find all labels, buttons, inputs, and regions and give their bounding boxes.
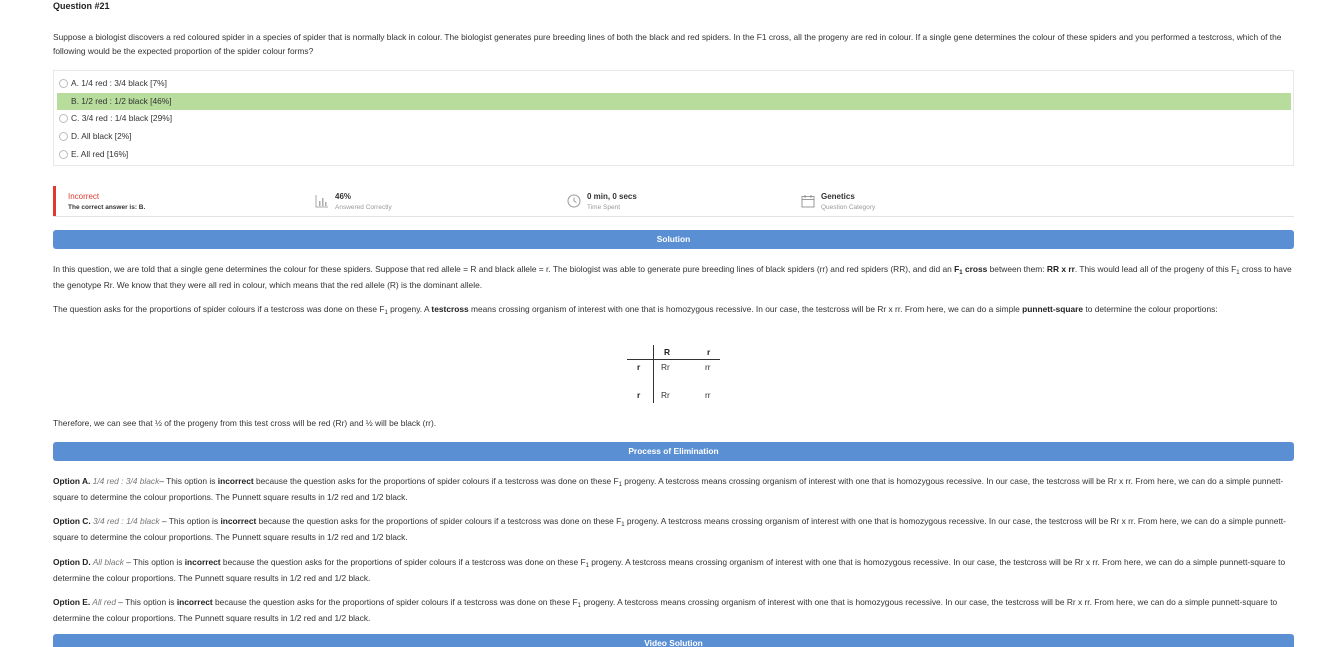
correct-answer-text: The correct answer is: B.: [68, 204, 146, 211]
bar-chart-icon: [315, 194, 329, 208]
percent-label: Answered Correctly: [335, 204, 392, 211]
solution-paragraph-2: The question asks for the proportions of spider colours if a testcross was done on these $F_1$ progeny. A testcross means crossing organism of interest with one that is homozygous recessive. In our case, the testcross will be Rr x rr. From here, we can do a simple punnett-square to determine the colour proportions:: [53, 304, 1218, 316]
percent-stat: [315, 191, 392, 213]
option-d[interactable]: [57, 128, 1291, 145]
option-label: D. All black [2%]: [71, 131, 132, 142]
punnett-vertical-line: [653, 345, 654, 403]
punnett-col-header: r: [707, 347, 711, 357]
option-a[interactable]: [57, 75, 1291, 92]
option-e[interactable]: [57, 146, 1291, 163]
option-b[interactable]: [57, 93, 1291, 110]
option-label: E. All red [16%]: [71, 149, 129, 160]
category-value: Genetics: [821, 192, 855, 201]
solution-header[interactable]: Solution: [53, 230, 1294, 249]
result-status: Incorrect: [68, 192, 100, 201]
solution-paragraph-1: In this question, we are told that a single gene determines the colour for these spiders. Suppose that red allele = R and black allele = r. The biologist was able to generate pure breeding lines of black spiders (rr) and red spiders (RR), and did an $F_1$ cross between them: RR x rr. This would lead all of the progeny of this $F_1$ cross to have the genotype Rr. We know that they were all red in colour, which means that the red allele (R) is the dominant allele.: [53, 264, 1292, 290]
question-text: Suppose a biologist discovers a red coloured spider in a species of spider that is normally black in colour. The biologist generates pure breeding lines of both the black and red spiders. In the F1 cross, all the progeny are red in colour. If a single gene determines the colour of these spiders and you performed a testcross, which of the following would be the expected proportion of the spider colour forms?: [53, 32, 1282, 56]
result-stat: [68, 191, 145, 213]
punnett-cell: rr: [705, 390, 711, 400]
radio-icon[interactable]: [59, 132, 68, 141]
elimination-option-c: Option C. 3/4 red : 1/4 black – This option is incorrect because the question asks for the proportions of spider colours if a testcross was done on these $F_1$ progeny. A testcross means crossing organism of interest with one that is homozygous recessive. In our case, the testcross will be Rr x rr. From here, we can do a simple punnett-square to determine the colour proportions. The Punnett square results in 1/2 red and 1/2 black.: [53, 516, 1286, 542]
punnett-row-header: r: [637, 362, 641, 372]
calendar-icon: [801, 194, 815, 208]
question-title: Question #21: [53, 1, 110, 11]
elimination-option-e: Option E. All red – This option is incorrect because the question asks for the proportions of spider colours if a testcross was done on these $F_1$ progeny. A testcross means crossing organism of interest with one that is homozygous recessive. In our case, the testcross will be Rr x rr. From here, we can do a simple punnett-square to determine the colour proportions. The Punnett square results in 1/2 red and 1/2 black.: [53, 597, 1278, 623]
elimination-option-a: Option A. 1/4 red : 3/4 black– This option is incorrect because the question asks for the proportions of spider colours if a testcross was done on these $F_1$ progeny. A testcross means crossing organism of interest with one that is homozygous recessive. In our case, the testcross will be Rr x rr. From here, we can do a simple punnett-square to determine the colour proportions. The Punnett square results in 1/2 red and 1/2 black.: [53, 476, 1284, 502]
elimination-header[interactable]: Process of Elimination: [53, 442, 1294, 461]
option-label: C. 3/4 red : 1/4 black [29%]: [71, 113, 173, 124]
video-solution-header[interactable]: Video Solution: [53, 634, 1294, 647]
radio-icon[interactable]: [59, 114, 68, 123]
option-c[interactable]: [57, 110, 1291, 127]
elimination-option-d: Option D. All black – This option is incorrect because the question asks for the proportions of spider colours if a testcross was done on these $F_1$ progeny. A testcross means crossing organism of interest with one that is homozygous recessive. In our case, the testcross will be Rr x rr. From here, we can do a simple punnett-square to determine the colour proportions. The Punnett square results in 1/2 red and 1/2 black.: [53, 557, 1286, 583]
category-label: Question Category: [821, 204, 876, 211]
time-label: Time Spent: [587, 204, 620, 211]
radio-icon[interactable]: [59, 79, 68, 88]
category-stat: [801, 191, 875, 213]
solution-conclusion: Therefore, we can see that ½ of the progeny from this test cross will be red (Rr) and ½ will be black (rr).: [53, 418, 437, 428]
punnett-cell: Rr: [661, 390, 670, 400]
clock-icon: [567, 194, 581, 208]
option-label: A. 1/4 red : 3/4 black [7%]: [71, 78, 167, 89]
punnett-square: [627, 345, 723, 403]
answer-options: [53, 70, 1294, 166]
punnett-horizontal-line: [627, 359, 720, 360]
result-indicator-bar: [53, 186, 56, 216]
punnett-col-header: R: [664, 347, 671, 357]
time-stat: [567, 191, 637, 213]
punnett-row-header: r: [637, 390, 641, 400]
radio-icon[interactable]: [59, 150, 68, 159]
time-value: 0 min, 0 secs: [587, 192, 637, 201]
percent-value: 46%: [335, 192, 352, 201]
punnett-cell: Rr: [661, 362, 670, 372]
result-stats: [53, 186, 1294, 217]
punnett-cell: rr: [705, 362, 711, 372]
option-label: B. 1/2 red : 1/2 black [46%]: [71, 96, 172, 107]
